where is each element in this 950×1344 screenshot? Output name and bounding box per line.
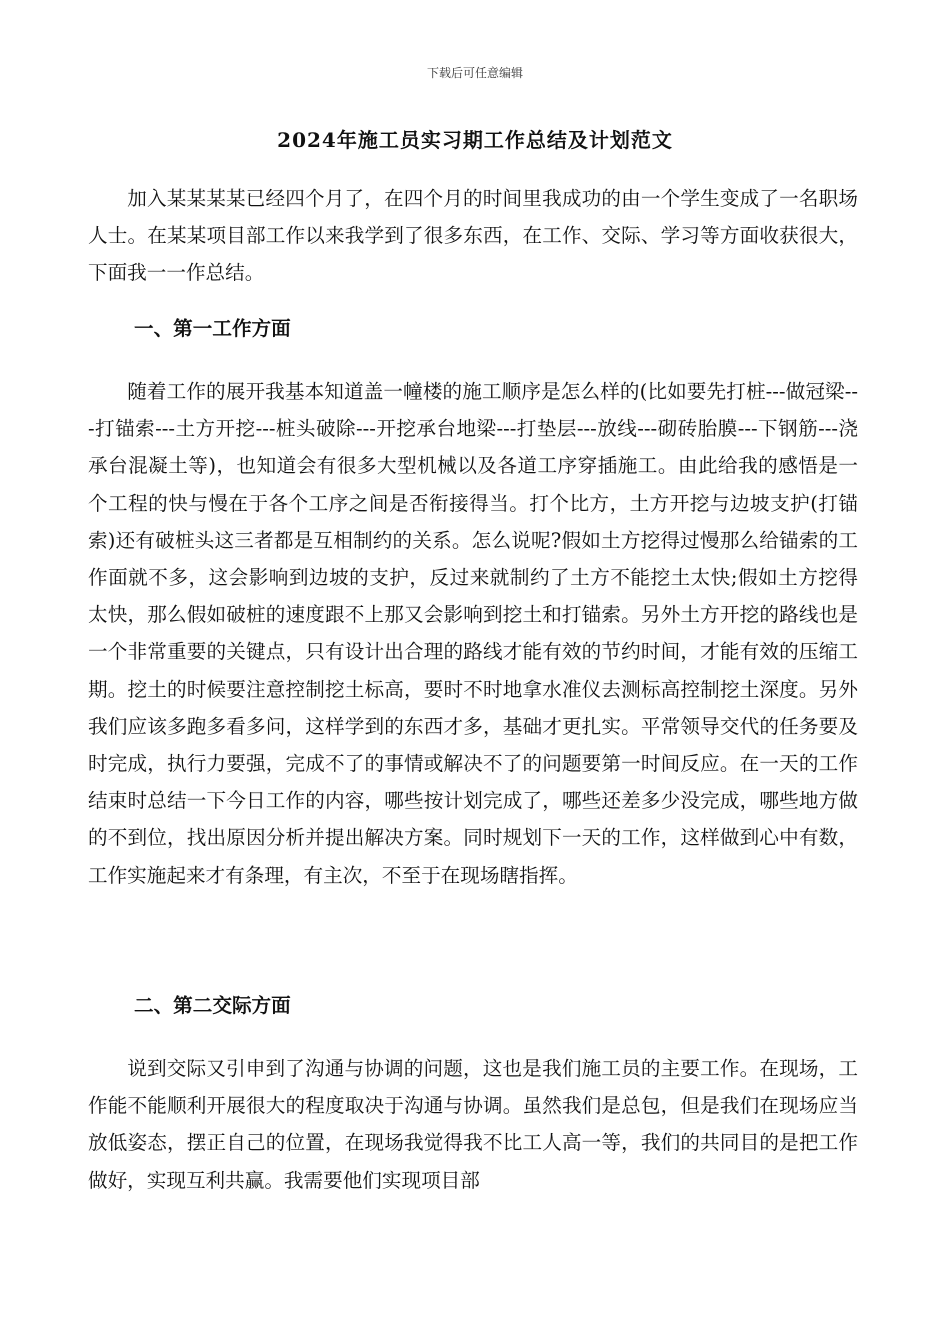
page-header-note: 下载后可任意编辑 bbox=[426, 66, 523, 80]
intro-paragraph: 加入某某某某已经四个月了，在四个月的时间里我成功的由一个学生变成了一名职场人士。在某某项目部工作以来我学到了很多东西，在工作、交际、学习等方面收获很大，下面我一一作总结。 bbox=[88, 187, 858, 285]
section-body-communication: 说到交际又引申到了沟通与协调的问题，这也是我们施工员的主要工作。在现场，工作能不能顺利开展很大的程度取决于沟通与协调。虽然我们是总包，但是我们在现场应当放低姿态，摆正自己的位置，在现场我觉得我不比工人高一等，我们的共同目的是把工作做好，实现互利共赢。我需要他们实现项目部 bbox=[88, 1057, 858, 1192]
section-body-work: 随着工作的展开我基本知道盖一幢楼的施工顺序是怎么样的(比如要先打桩---做冠梁---打锚索---土方开挖---桩头破除---开挖承台地梁---打垫层---放线---砌砖胎膜---下钢筋---浇承台混凝土等)，也知道会有很多大型机械以及各道工序穿插施工。由此给我的感悟是一个工程的快与慢在于各个工序之间是否衔接得当。打个比方，土方开挖与边坡支护(打锚索)还有破桩头这三者都是互相制约的关系。怎么说呢?假如土方挖得过慢那么给锚索的工作面就不多，这会影响到边坡的支护，反过来就制约了土方不能挖土太快;假如土方挖得太快，那么假如破桩的速度跟不上那又会影响到挖土和打锚索。另外土方开挖的路线也是一个非常重要的关键点，只有设计出合理的路线才能有效的节约时间，才能有效的压缩工期。挖土的时候要注意控制挖土标高，要时不时地拿水准仪去测标高控制挖土深度。另外我们应该多跑多看多问，这样学到的东西才多，基础才更扎实。平常领导交代的任务要及时完成，执行力要强，完成不了的事情或解决不了的问题要第一时间反应。在一天的工作结束时总结一下今日工作的内容，哪些按计划完成了，哪些还差多少没完成，哪些地方做的不到位，找出原因分析并提出解决方案。同时规划下一天的工作，这样做到心中有数，工作实施起来才有条理，有主次，不至于在现场瞎指挥。 bbox=[88, 380, 858, 887]
section-heading-work: 一、第一工作方面 bbox=[134, 317, 291, 340]
section-heading-communication: 二、第二交际方面 bbox=[134, 994, 291, 1017]
document-title: 2024年施工员实习期工作总结及计划范文 bbox=[277, 128, 673, 152]
